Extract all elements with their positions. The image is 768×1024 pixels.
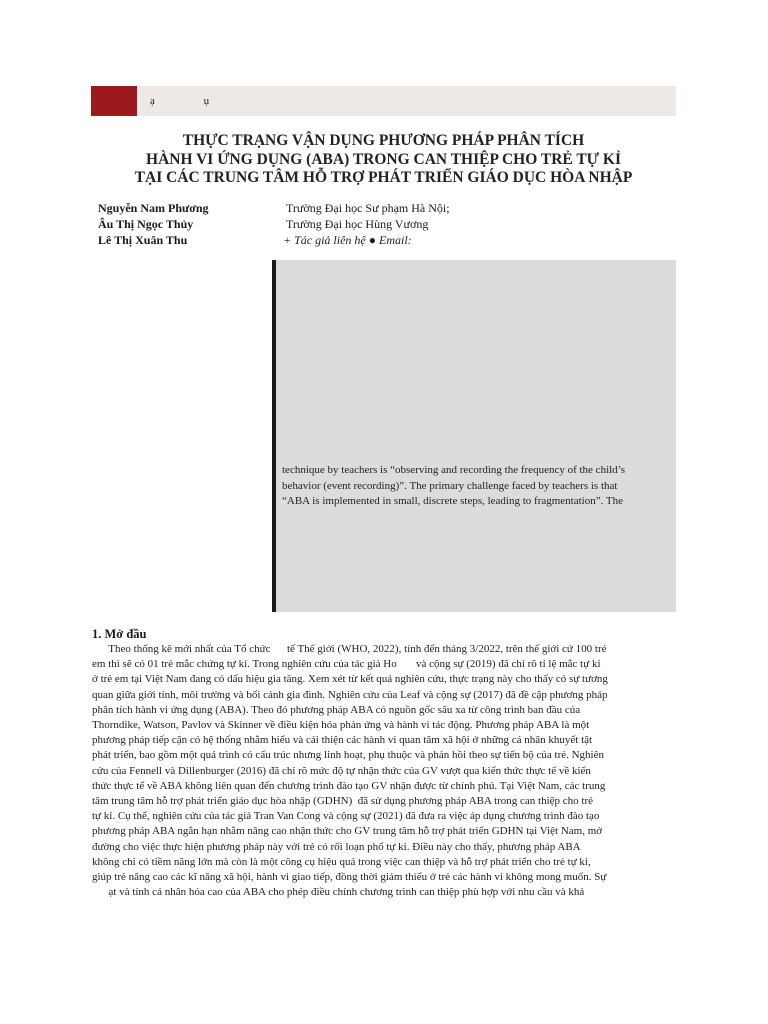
body-line: giúp trẻ nâng cao các kĩ năng xã hội, hành vi giao tiếp, đồng thời giảm thiểu ở trẻ các hành vi không mong muốn. Sự (92, 871, 607, 884)
body-line: phương pháp tiếp cận có hệ thống nhằm hiểu và cải thiện các hành vi quan tâm xã hội ở những cá nhân khuyết tật (92, 734, 593, 747)
body-line: Thorndike, Watson, Pavlov và Skinner về điều kiện hóa phản ứng và hành vi tác động. Phương pháp ABA là một (92, 719, 590, 732)
body-line: đường cho việc thực hiện phương pháp này với trẻ có rối loạn phổ tự kỉ. Điều này cho thấy, phương pháp ABA (92, 840, 581, 853)
abstract-box (272, 260, 676, 612)
body-line: tự kỉ. Cụ thể, nghiên cứu của tác giả Tran Van Cong và cộng sự (2021) đã đưa ra việc áp dụng chương trình đào tạo (92, 810, 600, 823)
abstract-line: behavior (event recording)”. The primary challenge faced by teachers is that (282, 479, 618, 492)
title-line: HÀNH VI ỨNG DỤNG (ABA) TRONG CAN THIỆP CHO TRẺ TỰ KỈ (146, 150, 621, 168)
body-line: ạt và tính cá nhân hóa cao của ABA cho phép điều chỉnh chương trình can thiệp phù hợp với nhu cầu và khả (92, 886, 585, 899)
body-line: ở trẻ em tại Việt Nam đang có dấu hiệu gia tăng. Xem xét từ kết quả nghiên cứu, thực trạng này cho thấy có sự tương (92, 673, 608, 686)
title-line: THỰC TRẠNG VẬN DỤNG PHƯƠNG PHÁP PHÂN TÍCH (182, 132, 585, 149)
body-line: phương pháp ABA ngắn hạn nhằm nâng cao nhận thức cho GV trung tâm hỗ trợ phát triển GDHN tại Việt Nam, mở (92, 825, 603, 838)
section-heading: 1. Mở đầu (92, 627, 147, 641)
author-affiliation: Trường Đại học Sư phạm Hà Nội; (286, 201, 450, 215)
author-name: Nguyễn Nam Phương (98, 201, 209, 215)
abstract-text (282, 463, 670, 510)
body-line: thức thực tế về ABA không liên quan đến chương trình đào tạo GV nhận được từ chính phủ. Tại Việt Nam, các trung (92, 779, 606, 792)
abstract-line: technique by teachers is “observing and recording the frequency of the child’s (282, 464, 626, 476)
body-line: phát triển, bao gồm một quá trình có cấu trúc nhưng linh hoạt, phụ thuộc và phản hồi theo sự tiến bộ của trẻ. Nghiên (92, 749, 604, 762)
abstract-left-rule (272, 260, 276, 612)
header-accent-block (91, 86, 137, 116)
body-line: không chỉ có tiềm năng lớn mà còn là một công cụ hiệu quả trong việc can thiệp và hỗ trợ phát triển cho trẻ tự kỉ, (92, 855, 591, 868)
abstract-line: “ABA is implemented in small, discrete steps, leading to fragmentation”. The (282, 495, 624, 507)
title-line: TẠI CÁC TRUNG TÂM HỖ TRỢ PHÁT TRIỂN GIÁO DỤC HÒA NHẬP (134, 169, 633, 186)
author-affiliation: Trường Đại học Hùng Vương (286, 217, 429, 231)
body-line: quan giữa giới tính, môi trường và bối cảnh gia đình. Nghiên cứu của Leaf và cộng sự (2017) đã đề cập phương pháp (92, 688, 608, 701)
running-header-text: ạ ụ (150, 95, 210, 107)
author-name: Âu Thị Ngọc Thủy (98, 217, 194, 231)
author-name: Lê Thị Xuân Thu (98, 233, 188, 247)
body-line: tâm trung tâm hỗ trợ phát triển giáo dục hòa nhập (GDHN) đã sử dụng phương pháp ABA trong can thiệp cho trẻ (92, 795, 594, 808)
corresponding-author-note: + Tác giả liên hệ ● Email: (283, 233, 412, 247)
article-title (91, 132, 676, 188)
body-line: cứu của Fennell và Dillenburger (2016) đã chỉ rõ mức độ tự nhận thức của GV vượt qua kiến thức thực tế về kiến (92, 764, 591, 777)
body-line: em thì sẽ có 01 trẻ mắc chứng tự kỉ. Trong nghiên cứu của tác giả Ho và cộng sự (2019) đã chỉ rõ tỉ lệ mắc tự kỉ (92, 658, 601, 671)
body-line: Theo thống kê mới nhất của Tổ chức tế Thế giới (WHO, 2022), tính đến tháng 3/2022, trên thế giới cứ 100 trẻ (92, 643, 607, 655)
body-line: phân tích hành vi ứng dụng (ABA). Theo đó phương pháp ABA có nguồn gốc sâu xa từ công trình ban đầu của (92, 703, 581, 716)
section-body (92, 642, 677, 900)
